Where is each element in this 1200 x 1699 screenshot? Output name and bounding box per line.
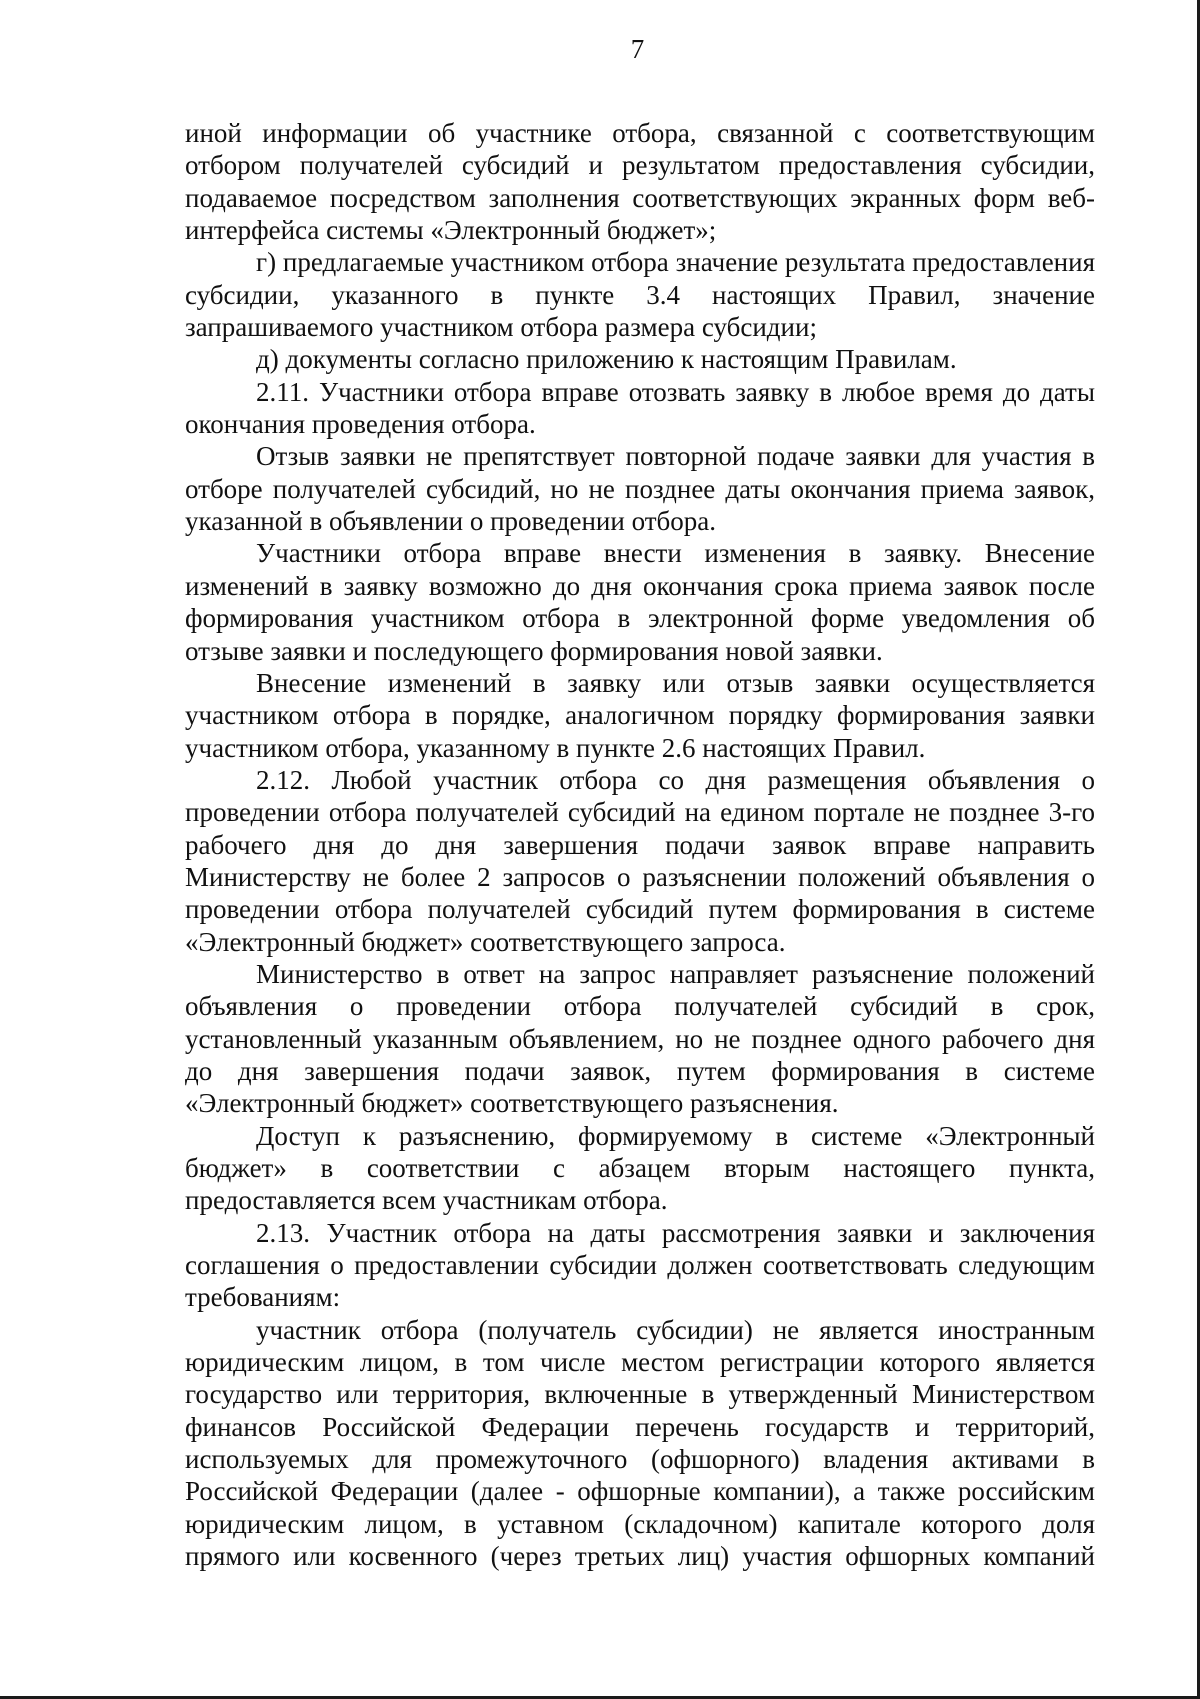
- paragraph-clause-2-11-changes: Участники отбора вправе внести изменения в заявку. Внесение изменений в заявку возможно до дня окончания срока приема заявок после формирования участником отбора в электронной форме уведомления об отзыве заявки и последующего формирования новой заявки.: [185, 538, 1095, 666]
- paragraph-clause-2-12-response: Министерство в ответ на запрос направляет разъяснение положений объявления о проведении отбора получателей субсидий в срок, установленный указанным объявлением, но не позднее одного рабочего дня до дня завершения подачи заявок, путем формирования в системе «Электронный бюджет» соответствующего разъяснения.: [185, 958, 1095, 1119]
- paragraph-clause-2-11-procedure: Внесение изменений в заявку или отзыв заявки осуществляется участником отбора в порядке, аналогичном порядку формирования заявки участником отбора, указанному в пункте 2.6 настоящих Правил.: [185, 667, 1095, 763]
- paragraph-item-g: г) предлагаемые участником отбора значение результата предоставления субсидии, указанного в пункте 3.4 настоящих Правил, значение запрашиваемого участником отбора размера субсидии;: [185, 247, 1095, 343]
- paragraph-clause-2-12: 2.12. Любой участник отбора со дня размещения объявления о проведении отбора получателей субсидий на едином портале не позднее 3-го рабочего дня до дня завершения подачи заявок вправе направить Министерству не более 2 запросов о разъяснении положений объявления о проведении отбора получателей субсидий путем формирования в системе «Электронный бюджет» соответствующего запроса.: [185, 764, 1095, 957]
- paragraph-clause-2-13-requirement: участник отбора (получатель субсидии) не является иностранным юридическим лицом, в том числе местом регистрации которого является государство или территория, включенные в утвержденный Министерством финансов Российской Федерации перечень государств и территорий, используемых для промежуточного (офшорного) владения активами в Российской Федерации (далее - офшорные компании), а также российским юридическим лицом, в уставном (складочном) капитале которого доля прямого или косвенного (через третьих лиц) участия офшорных компаний: [185, 1314, 1095, 1572]
- paragraph-item-d: д) документы согласно приложению к настоящим Правилам.: [256, 344, 957, 375]
- document-body: [185, 117, 1095, 1572]
- paragraph-clause-2-11: 2.11. Участники отбора вправе отозвать заявку в любое время до даты окончания проведения отбора.: [185, 376, 1095, 440]
- page-number: 7: [630, 34, 645, 64]
- paragraph-clause-2-11-withdrawal: Отзыв заявки не препятствует повторной подаче заявки для участия в отборе получателей субсидий, но не позднее даты окончания приема заявок, указанной в объявлении о проведении отбора.: [185, 441, 1095, 537]
- paragraph-continuation: иной информации об участнике отбора, связанной с соответствующим отбором получателей субсидий и результатом предоставления субсидии, подаваемое посредством заполнения соответствующих экранных форм веб-интерфейса системы «Электронный бюджет»;: [185, 118, 1095, 246]
- paragraph-clause-2-13: 2.13. Участник отбора на даты рассмотрения заявки и заключения соглашения о предоставлении субсидии должен соответствовать следующим требованиям:: [185, 1217, 1095, 1313]
- paragraph-clause-2-12-access: Доступ к разъяснению, формируемому в системе «Электронный бюджет» в соответствии с абзацем вторым настоящего пункта, предоставляется всем участникам отбора.: [185, 1120, 1095, 1216]
